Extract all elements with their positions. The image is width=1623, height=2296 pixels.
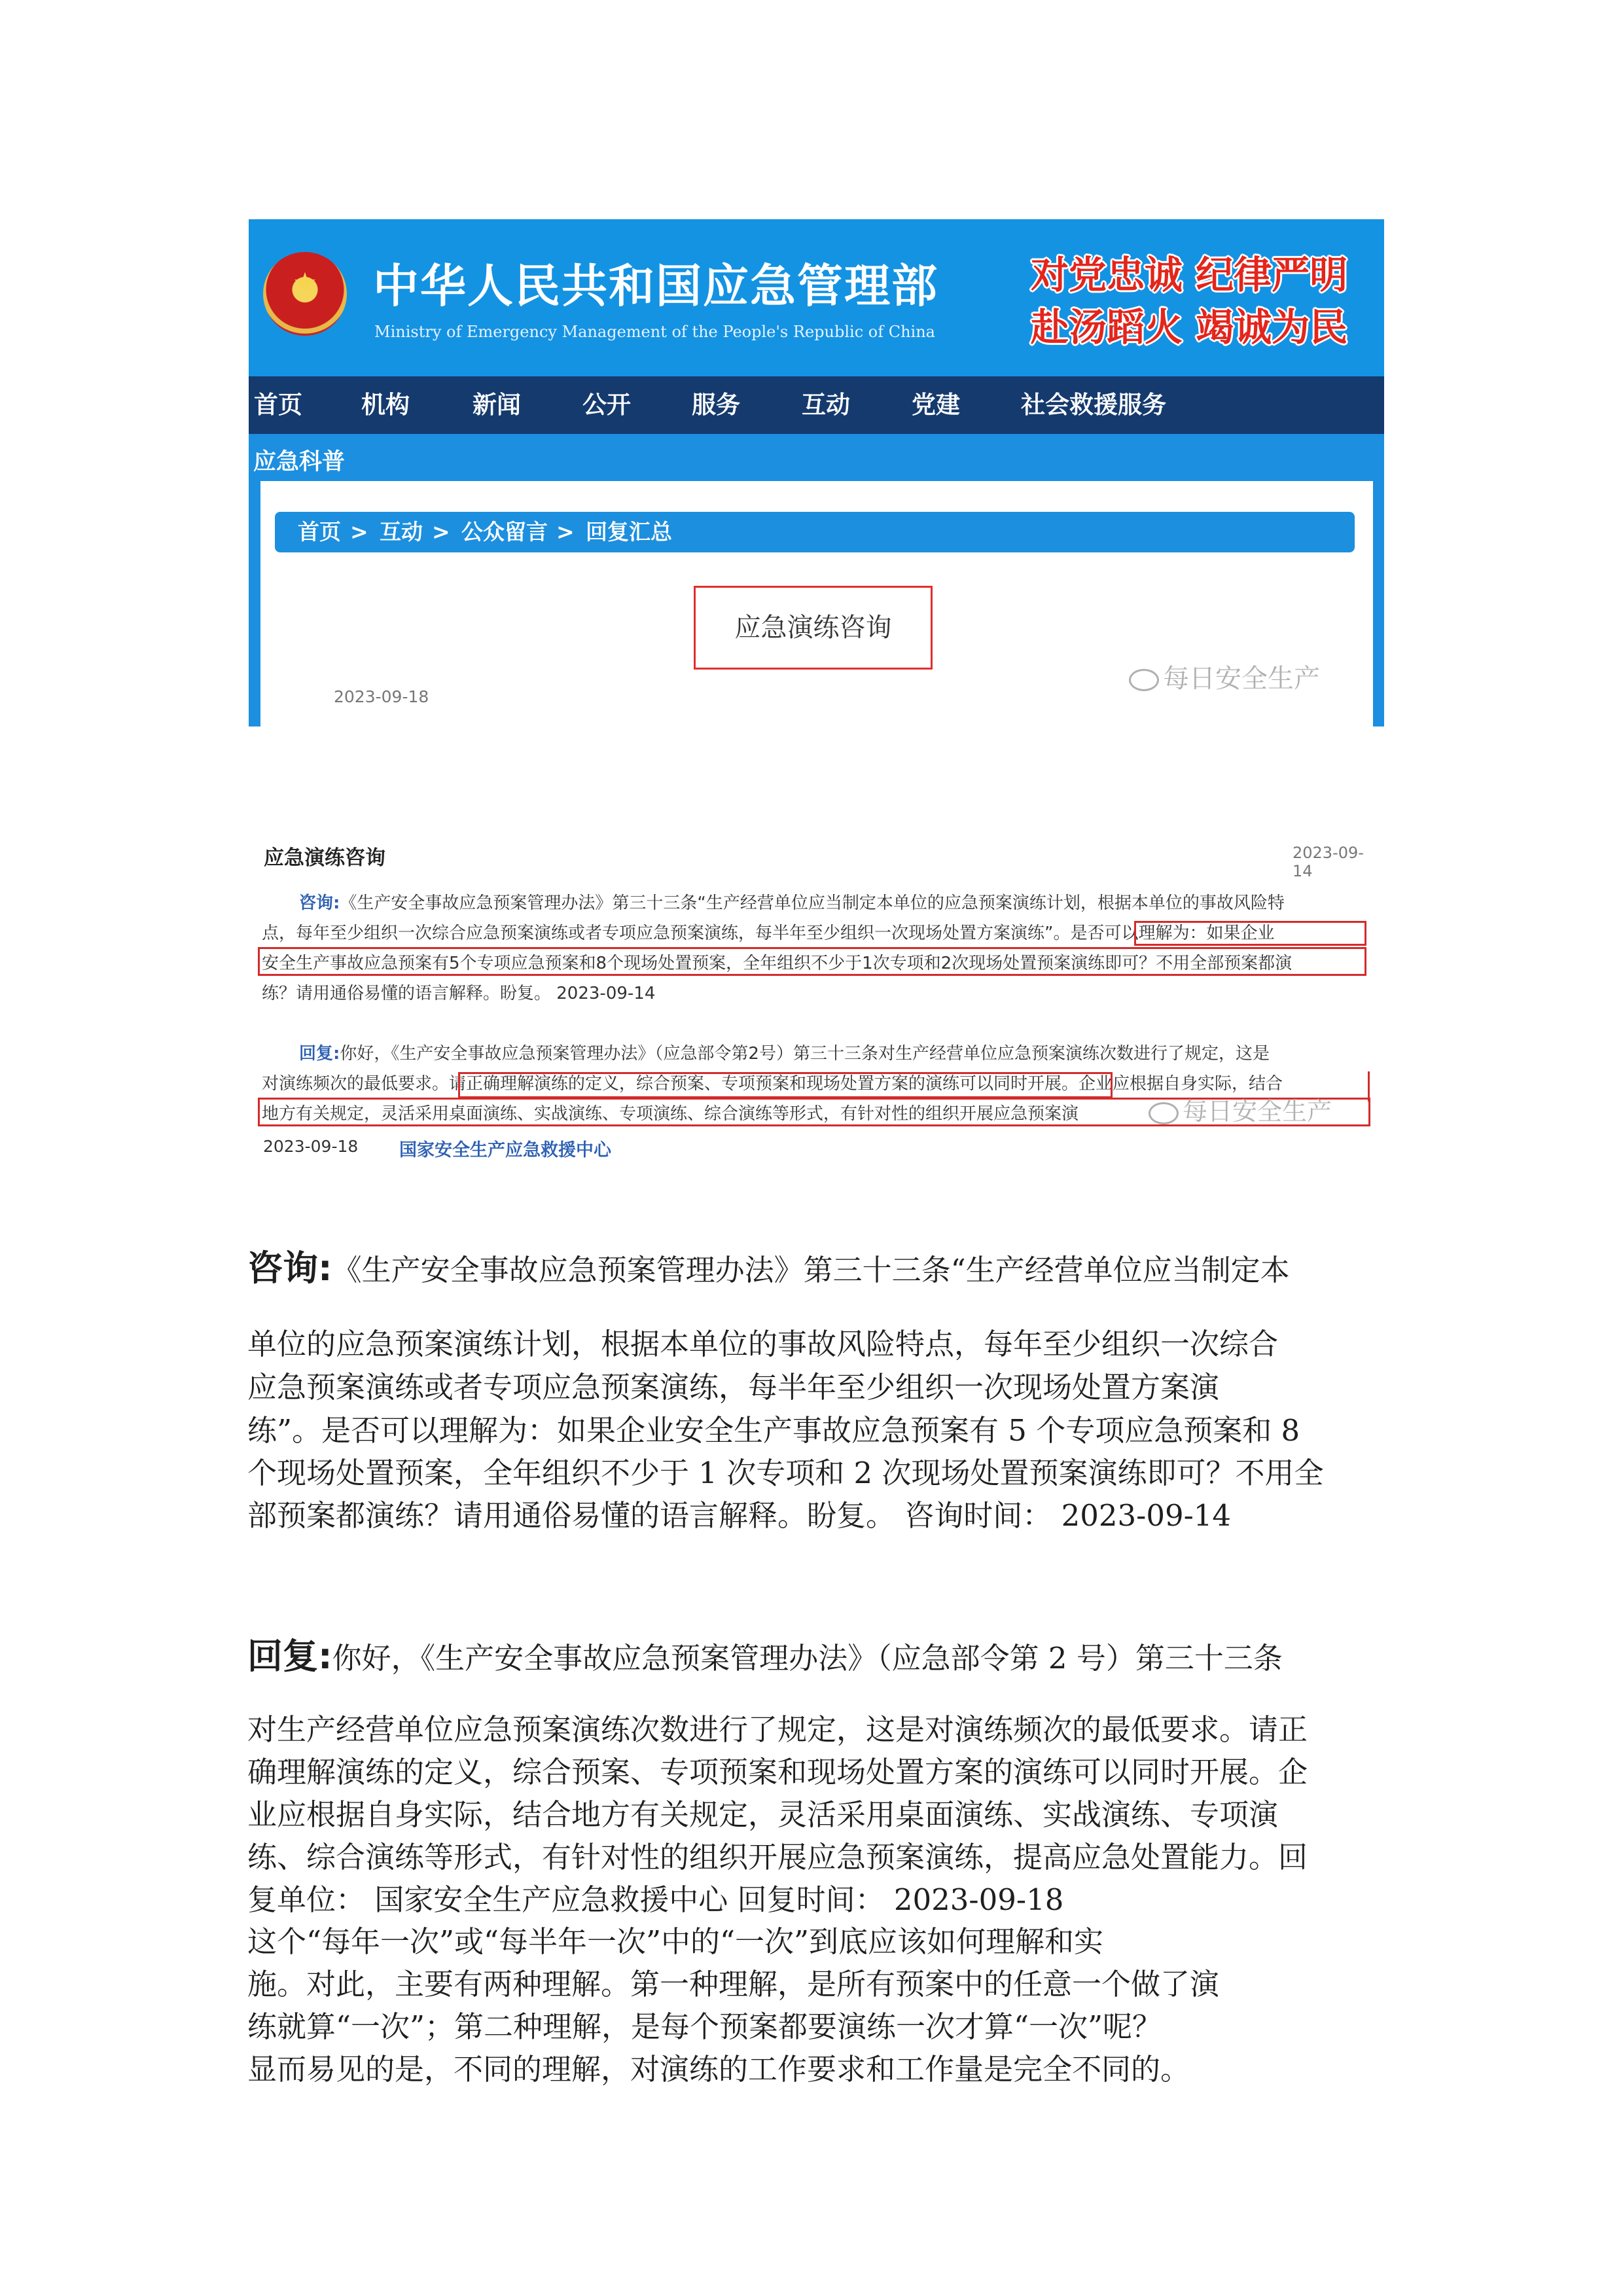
reply-line: 地方有关规定，灵活采用桌面演练、实战演练、专项演练、综合演练等形式，有针对性的组织开展应急预案演 [262,1104,1079,1124]
breadcrumb [275,512,1355,552]
section-title: 应急科普 [253,449,346,475]
message-screenshot [262,828,1374,1162]
page-title: 应急演练咨询 [734,613,892,643]
reply-date: 2023-09-18 [263,1137,359,1156]
watermark [1149,1091,1332,1127]
message-title: 应急演练咨询 [264,846,385,870]
national-emblem-icon: ★ [263,252,347,336]
query-line: 安全生产事故应急预案有5个专项应急预案和8个现场处置预案，全年组织不少于1次专项和2次现场处置预案演练即可？不用全部预案都演 [262,954,1293,973]
nav-item-interaction[interactable]: 互动 [802,391,850,419]
reply-line: 业应根据自身实际，结合地方有关规定，灵活采用桌面演练、实战演练、专项演 [247,1797,1279,1832]
query-line: 部预案都演练？请用通俗易懂的语言解释。盼复。 咨询时间： 2023-09-14 [247,1498,1232,1533]
analysis-line: 这个“每年一次”或“每半年一次”中的“一次”到底应该如何理解和实 [247,1924,1104,1959]
slogan-line-2: 赴汤蹈火 竭诚为民 [1031,305,1348,350]
page-title-highlight [694,586,933,670]
query-line: 练”。是否可以理解为：如果企业安全生产事故应急预案有 5 个专项应急预案和 8 [247,1413,1300,1448]
highlight-box [458,1072,1113,1098]
nav-item-news[interactable]: 新闻 [473,391,521,419]
breadcrumb-interaction[interactable]: 互动 [380,519,423,545]
query-label: 咨询: [247,1247,332,1289]
slogan-line-1: 对党忠诚 纪律严明 [1031,253,1348,297]
analysis-line: 施。对此，主要有两种理解。第一种理解，是所有预案中的任意一个做了演 [247,1967,1220,2001]
breadcrumb-public-message[interactable]: 公众留言 [461,519,548,545]
reply-line: 确理解演练的定义，综合预案、专项预案和现场处置方案的演练可以同时开展。企 [247,1755,1308,1789]
analysis-line: 显而易见的是，不同的理解，对演练的工作要求和工作量是完全不同的。 [247,2052,1190,2087]
query-line: 个现场处置预案，全年组织不少于 1 次专项和 2 次现场处置预案演练即可？不用全 [247,1456,1324,1490]
breadcrumb-reply-summary[interactable]: 回复汇总 [586,519,672,545]
message-date: 2023-09-14 [1293,844,1364,880]
reply-unit: 国家安全生产应急救援中心 [399,1140,611,1160]
breadcrumb-separator: > [350,519,368,545]
website-screenshot [249,219,1384,726]
publish-date: 2023-09-18 [334,687,429,706]
nav-item-party[interactable]: 党建 [912,391,960,419]
query-label: 咨询: [299,893,340,913]
wechat-icon [1149,1102,1179,1124]
query-line: 应急预案演练或者专项应急预案演练，每半年至少组织一次现场处置方案演 [247,1370,1220,1405]
highlight-box [258,947,1366,976]
query-line: 咨询:《生产安全事故应急预案管理办法》第三十三条“生产经营单位应当制定本 [247,1247,1290,1289]
analysis-line: 练就算“一次”；第二种理解，是每个预案都要演练一次才算“一次”呢？ [247,2009,1162,2044]
reply-line: 对演练频次的最低要求。请正确理解演练的定义，综合预案、专项预案和现场处置方案的演练可以同时开展。企业应根据自身实际，结合 [262,1074,1283,1094]
watermark [1129,658,1320,695]
reply-label: 回复: [299,1044,340,1064]
query-line: 练？请用通俗易懂的语言解释。盼复。 2023-09-14 [262,984,656,1003]
reply-line: 练、综合演练等形式，有针对性的组织开展应急预案演练，提高应急处置能力。回 [247,1840,1308,1874]
main-nav [249,376,1384,434]
reply-label: 回复: [247,1636,332,1677]
nav-item-social-rescue[interactable]: 社会救援服务 [1021,391,1166,419]
nav-item-service[interactable]: 服务 [692,391,740,419]
reply-line: 对生产经营单位应急预案演练次数进行了规定，这是对演练频次的最低要求。请正 [247,1712,1308,1747]
nav-item-organization[interactable]: 机构 [361,391,410,419]
site-title: 中华人民共和国应急管理部 [373,259,938,313]
breadcrumb-separator: > [556,519,575,545]
wechat-icon [1129,669,1159,691]
highlight-box [1134,921,1366,946]
breadcrumb-separator: > [432,519,450,545]
watermark-text: 每日安全生产 [1163,664,1320,694]
query-line: 单位的应急预案演练计划，根据本单位的事故风险特点，每年至少组织一次综合 [247,1327,1279,1361]
reply-line: 回复:你好，《生产安全事故应急预案管理办法》（应急部令第2号）第三十三条对生产经营单位应急预案演练次数进行了规定，这是 [299,1044,1270,1064]
site-subtitle: Ministry of Emergency Management of the People's Republic of China [374,323,935,341]
query-line: 咨询:《生产安全事故应急预案管理办法》第三十三条“生产经营单位应当制定本单位的应急预案演练计划，根据本单位的事故风险特 [299,893,1285,913]
reply-line: 复单位： 国家安全生产应急救援中心 回复时间： 2023-09-18 [247,1882,1064,1917]
breadcrumb-home[interactable]: 首页 [298,519,341,545]
nav-item-public[interactable]: 公开 [582,391,631,419]
query-line: 点，每年至少组织一次综合应急预案演练或者专项应急预案演练，每半年至少组织一次现场处置方案演练”。是否可以理解为：如果企业 [262,924,1275,943]
reply-line: 回复:你好，《生产安全事故应急预案管理办法》（应急部令第 2 号）第三十三条 [247,1636,1283,1677]
watermark-text: 每日安全生产 [1183,1097,1332,1126]
nav-item-home[interactable]: 首页 [254,391,302,419]
